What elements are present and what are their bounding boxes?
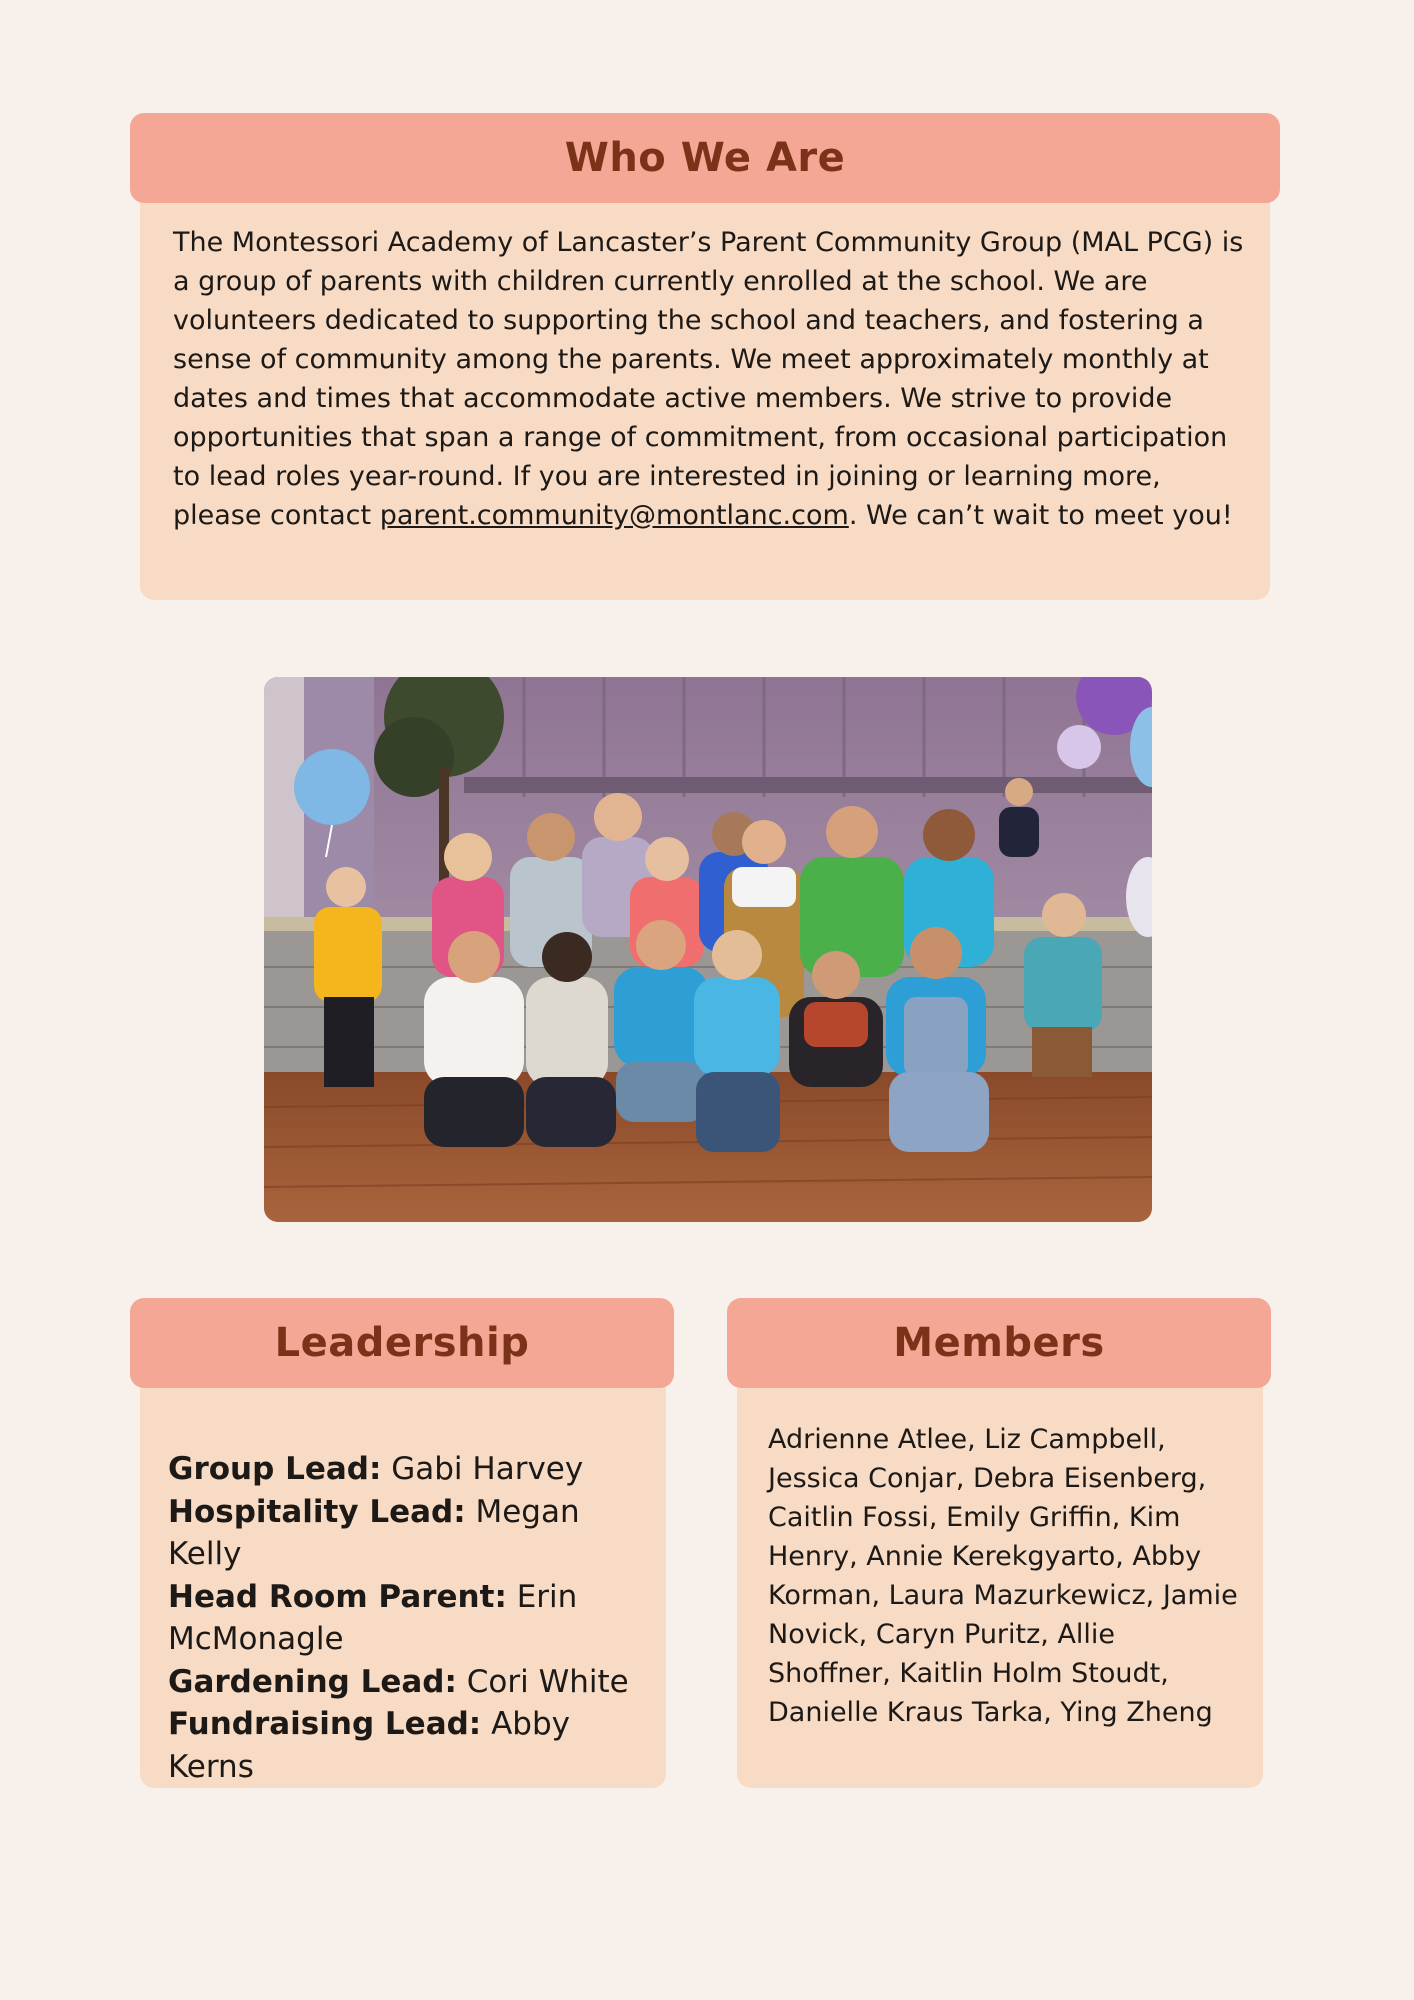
who-we-are-text-closing: . We can’t wait to meet you!: [848, 500, 1233, 531]
who-we-are-text: [173, 223, 1253, 535]
leadership-list: [168, 1448, 648, 1788]
members-list: Adrienne Atlee, Liz Campbell, Jessica Conjar, Debra Eisenberg, Caitlin Fossi, Emily Griffin, Kim Henry, Annie Kerekgyarto, Abby Korman, Laura Mazurkewicz, Jamie Novick, Caryn Puritz, Allie Shoffner, Kaitlin Holm Stoudt, Danielle Kraus Tarka, Ying Zheng: [768, 1424, 1238, 1728]
leadership-item: [168, 1576, 648, 1661]
members-header: [727, 1298, 1271, 1388]
leadership-role: Head Room Parent:: [168, 1578, 507, 1615]
leadership-role: Fundraising Lead:: [168, 1706, 482, 1742]
group-photo: [264, 677, 1152, 1222]
leadership-item: [168, 1703, 648, 1788]
leadership-item: [168, 1491, 648, 1576]
who-we-are-header: [130, 113, 1280, 203]
who-we-are-title: Who We Are: [564, 135, 846, 181]
leadership-person: Megan Kelly: [168, 1493, 580, 1572]
leadership-body: [140, 1380, 666, 1788]
who-we-are-text-intro: The Montessori Academy of Lancaster’s Parent Community Group (MAL PCG) is a group of parents with children currently enrolled at the school. We are volunteers dedicated to supporting the school and teachers, and fostering a sense of community among the parents. We meet approximately monthly at dates and times that accommodate active members. We strive to provide opportunities that span a range of commitment, from occasional participation to lead roles year-round. If you are interested in joining or learning more, please contact: [173, 227, 1244, 531]
contact-email-link[interactable]: parent.community@montlanc.com: [379, 500, 849, 531]
members-title: Members: [893, 1320, 1105, 1366]
leadership-role: Group Lead:: [168, 1451, 382, 1487]
members-body: [737, 1380, 1263, 1788]
leadership-person: Erin McMonagle: [168, 1578, 578, 1657]
leadership-person: Gabi Harvey: [391, 1451, 584, 1487]
leadership-role: Hospitality Lead:: [168, 1493, 466, 1530]
leadership-person: Abby Kerns: [168, 1706, 570, 1785]
who-we-are-body: [140, 195, 1270, 600]
leadership-item: [168, 1661, 648, 1704]
leadership-title: Leadership: [274, 1320, 530, 1366]
leadership-header: [130, 1298, 674, 1388]
leadership-role: Gardening Lead:: [168, 1663, 457, 1700]
leadership-person: Cori White: [466, 1663, 629, 1700]
leadership-item: [168, 1448, 648, 1491]
